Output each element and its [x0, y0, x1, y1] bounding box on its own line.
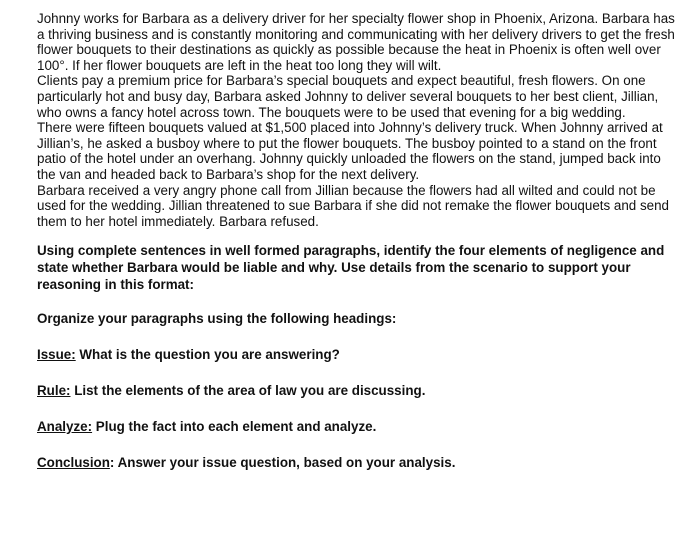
analyze-label: Analyze:: [37, 419, 93, 435]
assignment-instructions: Using complete sentences in well formed paragraphs, identify the four elements of negligence and state whether Barbara would be liable and why. Use details from the scenario to support your reasoning in this format:: [37, 243, 665, 292]
analyze-heading: [37, 419, 677, 435]
conclusion-text: : Answer your issue question, based on your analysis.: [109, 455, 456, 471]
issue-label: Issue:: [37, 347, 76, 363]
conclusion-label: Conclusion: [37, 455, 110, 471]
issue-text: What is the question you are answering?: [75, 347, 340, 363]
rule-label: Rule:: [37, 383, 71, 399]
issue-heading: [37, 347, 677, 363]
analyze-text: Plug the fact into each element and analyze.: [92, 419, 377, 435]
scenario-paragraph-4: Barbara received a very angry phone call from Jillian because the flowers had all wilted and could not be used for the wedding. Jillian threatened to sue Barbara if she did not remake the flower bouquets and send them to her hotel immediately. Barbara refused.: [37, 182, 669, 229]
rule-text: List the elements of the area of law you are discussing.: [70, 383, 426, 399]
scenario-paragraph-2: Clients pay a premium price for Barbara’s special bouquets and expect beautiful, fresh flowers. On one particularly hot and busy day, Barbara asked Johnny to deliver several bouquets to her best client, Jillian, who owns a fancy hotel across town. The bouquets were to be used that evening for a big wedding.: [37, 73, 659, 120]
rule-heading: [37, 383, 677, 399]
assignment-document: [37, 11, 677, 471]
scenario-paragraph-1: Johnny works for Barbara as a delivery driver for her specialty flower shop in Phoenix, Arizona. Barbara has a thriving business and is constantly monitoring and communicating with her delivery drivers to get the fresh flower bouquets to their destinations as quickly as possible because the heat in Phoenix is often well over 100°. If her flower bouquets are left in the heat too long they will wilt.: [37, 11, 675, 73]
conclusion-heading: [37, 455, 677, 471]
organize-heading: Organize your paragraphs using the following headings:: [37, 311, 397, 327]
scenario-paragraph-3: There were fifteen bouquets valued at $1,500 placed into Johnny’s delivery truck. When Johnny arrived at Jillian’s, he asked a busboy where to put the flower bouquets. The busboy pointed to a stand on the front patio of the hotel under an overhang. Johnny quickly unloaded the flowers on the stand, jumped back into the van and headed back to Barbara’s shop for the next delivery.: [37, 120, 663, 182]
